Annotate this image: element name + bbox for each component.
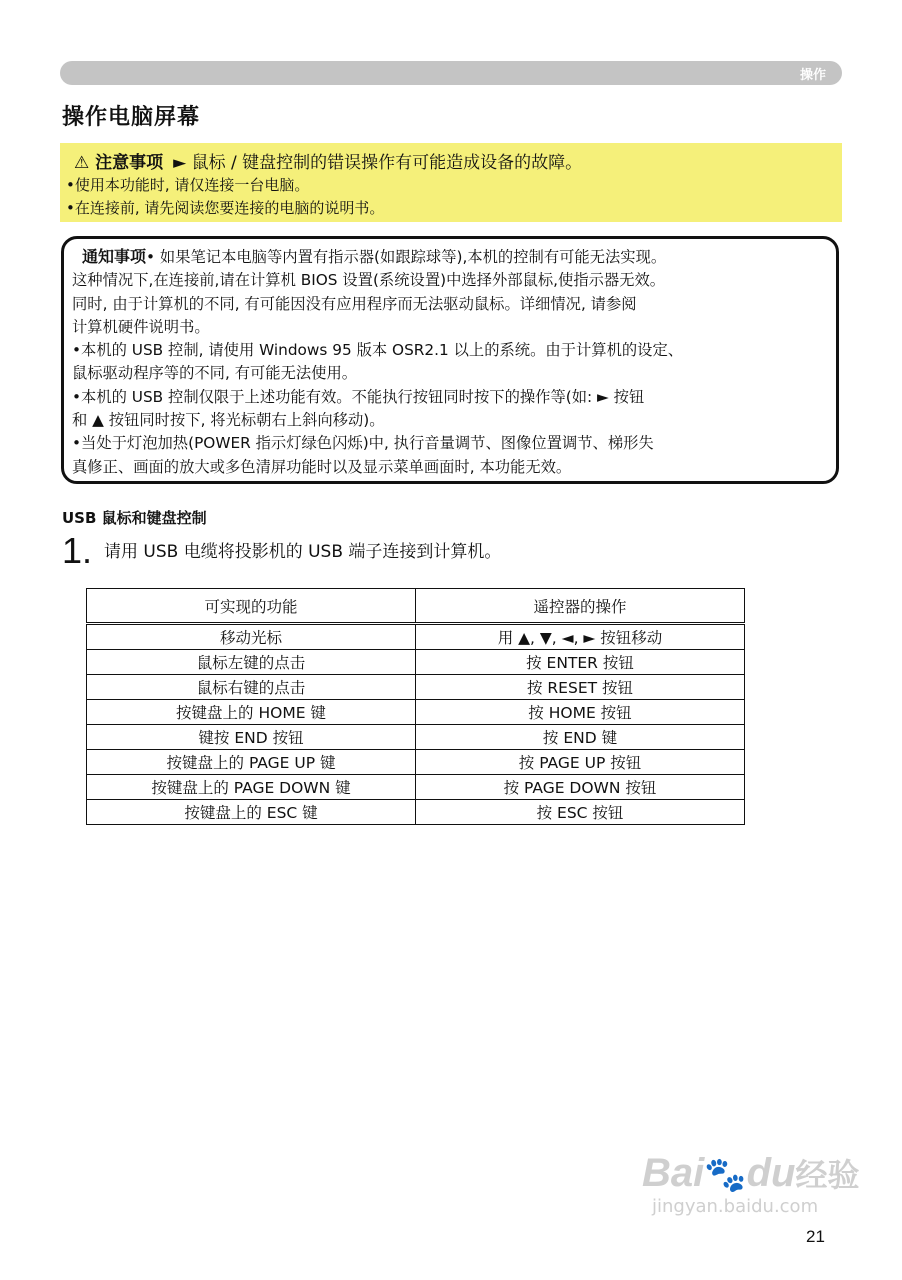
notice-line: 和 ▲ 按钮同时按下, 将光标朝右上斜向移动)。 <box>72 411 385 430</box>
table-cell: 按 END 键 <box>416 725 745 750</box>
table-row <box>87 700 745 725</box>
table-cell: 鼠标左键的点击 <box>87 650 416 675</box>
caution-title: ⚠ 注意事项 <box>74 153 164 173</box>
table-cell: 按键盘上的 ESC 键 <box>87 800 416 825</box>
table-cell: 按键盘上的 HOME 键 <box>87 700 416 725</box>
caution-box <box>60 143 842 222</box>
table-cell: 按键盘上的 PAGE DOWN 键 <box>87 775 416 800</box>
notice-line-text: • 如果笔记本电脑等内置有指示器(如跟踪球等),本机的控制有可能无法实现。 <box>146 248 667 266</box>
watermark-brand-cn: 经验 <box>795 1157 860 1193</box>
table-cell: 按 PAGE DOWN 按钮 <box>416 775 745 800</box>
table-row <box>87 725 745 750</box>
notice-line: •本机的 USB 控制仅限于上述功能有效。不能执行按钮同时按下的操作等(如: ► 按钮 <box>72 387 645 406</box>
function-table <box>86 588 745 825</box>
notice-line: 鼠标驱动程序等的不同, 有可能无法使用。 <box>72 364 358 383</box>
header-section-label: 操作 <box>799 68 826 83</box>
caution-bullet: •使用本功能时, 请仅连接一台电脑。 <box>66 176 310 194</box>
notice-line <box>72 245 832 269</box>
step-text: 请用 USB 电缆将投影机的 USB 端子连接到计算机。 <box>104 542 502 562</box>
section-heading: USB 鼠标和键盘控制 <box>62 509 207 527</box>
notice-line: 计算机硬件说明书。 <box>72 317 210 336</box>
table-row <box>87 624 745 650</box>
table-cell: 按 HOME 按钮 <box>416 700 745 725</box>
table-row <box>87 800 745 825</box>
table-cell: 鼠标右键的点击 <box>87 675 416 700</box>
caution-bullet: •在连接前, 请先阅读您要连接的电脑的说明书。 <box>66 199 385 217</box>
table-cell: 按键盘上的 PAGE UP 键 <box>87 750 416 775</box>
notice-line: 真修正、画面的放大或多色清屏功能时以及显示菜单画面时, 本功能无效。 <box>72 457 572 476</box>
notice-text <box>72 245 832 479</box>
table-cell: 按 RESET 按钮 <box>416 675 745 700</box>
table-cell: 按 ESC 按钮 <box>416 800 745 825</box>
notice-line: 这种情况下,在连接前,请在计算机 BIOS 设置(系统设置)中选择外部鼠标,使指示器无效。 <box>72 271 666 290</box>
page-number: 21 <box>806 1227 825 1246</box>
baidu-watermark <box>642 1150 859 1217</box>
caution-heading-line <box>74 148 582 173</box>
column-header: 可实现的功能 <box>87 589 416 624</box>
header-bar <box>60 61 842 85</box>
watermark-url: jingyan.baidu.com <box>652 1196 819 1217</box>
watermark-brand-tail: du <box>746 1151 796 1195</box>
watermark-brand: Bai <box>642 1151 705 1195</box>
notice-label: 通知事项 <box>82 247 147 266</box>
table-cell: 按 PAGE UP 按钮 <box>416 750 745 775</box>
step-number: 1. <box>62 530 93 571</box>
notice-line: 同时, 由于计算机的不同, 有可能因没有应用程序而无法驱动鼠标。详细情况, 请参阅 <box>72 294 637 313</box>
table-cell: 移动光标 <box>87 624 416 650</box>
table-cell: 按 ENTER 按钮 <box>416 650 745 675</box>
table-row <box>87 650 745 675</box>
table-cell: 用 ▲, ▼, ◄, ► 按钮移动 <box>416 624 745 650</box>
paw-icon: 🐾 <box>704 1155 747 1195</box>
table-header-row <box>87 589 745 624</box>
notice-box <box>61 236 839 484</box>
notice-line: •当处于灯泡加热(POWER 指示灯绿色闪烁)中, 执行音量调节、图像位置调节、梯形失 <box>72 434 654 453</box>
table-row <box>87 750 745 775</box>
caution-message: ► 鼠标 / 键盘控制的错误操作有可能造成设备的故障。 <box>173 153 583 173</box>
table-row <box>87 775 745 800</box>
table-cell: 键按 END 按钮 <box>87 725 416 750</box>
column-header: 遥控器的操作 <box>416 589 745 624</box>
notice-line: •本机的 USB 控制, 请使用 Windows 95 版本 OSR2.1 以上的系统。由于计算机的设定、 <box>72 341 684 360</box>
page-title: 操作电脑屏幕 <box>62 105 201 130</box>
table-row <box>87 675 745 700</box>
